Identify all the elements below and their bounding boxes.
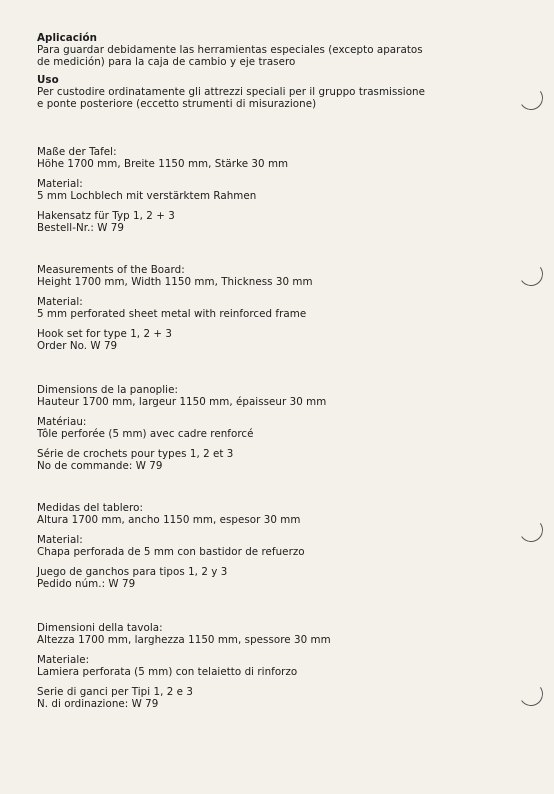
hook-set-text: Juego de ganchos para tipos 1, 2 y 3 bbox=[37, 566, 228, 578]
es-application-heading: Aplicación bbox=[37, 32, 97, 44]
hook-set-text: Serie di ganci per Tipi 1, 2 e 3 bbox=[37, 686, 193, 698]
it-use-heading: Uso bbox=[37, 74, 59, 86]
dimensions-label: Dimensioni della tavola: bbox=[37, 622, 163, 634]
punch-hole-icon bbox=[517, 260, 545, 288]
order-number: Bestell-Nr.: W 79 bbox=[37, 222, 124, 234]
dimensions-label: Measurements of the Board: bbox=[37, 264, 185, 276]
hook-set-text: Hakensatz für Typ 1, 2 + 3 bbox=[37, 210, 175, 222]
dimensions-value: Höhe 1700 mm, Breite 1150 mm, Stärke 30 mm bbox=[37, 158, 289, 170]
material-label: Material: bbox=[37, 534, 83, 546]
dimensions-value: Altura 1700 mm, ancho 1150 mm, espesor 30 mm bbox=[37, 514, 301, 526]
order-number: Pedido núm.: W 79 bbox=[37, 578, 136, 590]
punch-hole-icon bbox=[517, 516, 545, 544]
order-number: Order No. W 79 bbox=[37, 340, 118, 352]
es-application-text-1: Para guardar debidamente las herramientas especiales (excepto aparatos bbox=[37, 44, 423, 56]
es-application-text-2: de medición) para la caja de cambio y eje trasero bbox=[37, 56, 296, 68]
it-use-text-1: Per custodire ordinatamente gli attrezzi speciali per il gruppo trasmissione bbox=[37, 86, 426, 98]
section-italian bbox=[37, 622, 507, 710]
punch-hole-icon bbox=[517, 84, 545, 112]
hook-set-text: Série de crochets pour types 1, 2 et 3 bbox=[37, 448, 234, 460]
section-german bbox=[37, 146, 507, 234]
order-number: N. di ordinazione: W 79 bbox=[37, 698, 159, 710]
section-spanish bbox=[37, 502, 507, 590]
dimensions-value: Height 1700 mm, Width 1150 mm, Thickness 30 mm bbox=[37, 276, 313, 288]
material-label: Materiale: bbox=[37, 654, 90, 666]
material-value: Chapa perforada de 5 mm con bastidor de refuerzo bbox=[37, 546, 305, 558]
hook-set-text: Hook set for type 1, 2 + 3 bbox=[37, 328, 172, 340]
section-english bbox=[37, 264, 507, 352]
intro-section bbox=[37, 32, 507, 110]
section-french bbox=[37, 384, 507, 472]
material-label: Matériau: bbox=[37, 416, 87, 428]
dimensions-value: Altezza 1700 mm, larghezza 1150 mm, spessore 30 mm bbox=[37, 634, 331, 646]
it-use-text-2: e ponte posteriore (eccetto strumenti di misurazione) bbox=[37, 98, 317, 110]
dimensions-value: Hauteur 1700 mm, largeur 1150 mm, épaisseur 30 mm bbox=[37, 396, 327, 408]
punch-hole-icon bbox=[517, 680, 545, 708]
material-value: 5 mm Lochblech mit verstärktem Rahmen bbox=[37, 190, 257, 202]
material-value: Tôle perforée (5 mm) avec cadre renforcé bbox=[37, 428, 254, 440]
order-number: No de commande: W 79 bbox=[37, 460, 163, 472]
dimensions-label: Dimensions de la panoplie: bbox=[37, 384, 178, 396]
material-value: 5 mm perforated sheet metal with reinforced frame bbox=[37, 308, 307, 320]
material-label: Material: bbox=[37, 296, 83, 308]
material-value: Lamiera perforata (5 mm) con telaietto di rinforzo bbox=[37, 666, 298, 678]
dimensions-label: Medidas del tablero: bbox=[37, 502, 143, 514]
dimensions-label: Maße der Tafel: bbox=[37, 146, 117, 158]
material-label: Material: bbox=[37, 178, 83, 190]
